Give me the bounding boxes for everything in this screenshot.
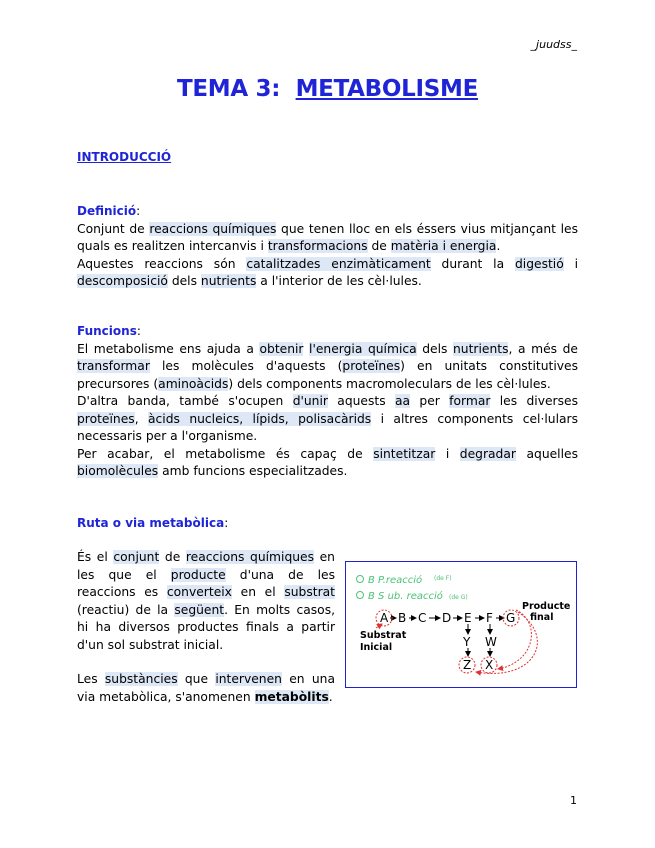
- metabolite-y: Y: [463, 635, 471, 649]
- label-producte: Producte: [522, 601, 571, 612]
- label-inicial: Inicial: [360, 642, 393, 653]
- text-run: de: [367, 239, 391, 253]
- definicio-paragraph-2: [77, 256, 578, 291]
- text-run: i altres components cel·lulars necessaris per a l'organisme.: [77, 411, 578, 443]
- text-run: en el: [231, 585, 285, 599]
- metabolite-z: Z: [463, 658, 472, 672]
- text-run: les molècules d'aquests (: [149, 359, 343, 373]
- text-run: (reactiu) de la: [77, 602, 175, 617]
- text-run: que tenen lloc en els éssers vius mitjançant les quals es realitzen intercanvis i: [77, 221, 578, 253]
- text-run: Per acabar, el metabolisme és capaç de: [77, 446, 374, 461]
- highlighted-term: proteïnes: [342, 359, 401, 373]
- definicio-paragraph-1: [77, 221, 578, 256]
- text-run: Aquestes reaccions són: [77, 256, 247, 271]
- highlighted-term: digestió: [514, 256, 564, 271]
- highlighted-term: converteix: [166, 585, 232, 599]
- title-prefix: TEMA 3:: [176, 76, 281, 102]
- intro-heading: INTRODUCCIÓ: [77, 150, 172, 164]
- funcions-paragraph-1: [77, 341, 578, 394]
- text-run: dels: [167, 274, 201, 288]
- highlighted-term: intervenen: [215, 672, 282, 686]
- text-run: ,: [134, 411, 148, 426]
- highlighted-term: matèria i energia: [390, 239, 497, 253]
- text-run: El metabolisme ens ajuda a: [77, 341, 260, 356]
- text-run: Conjunt de: [77, 221, 150, 236]
- highlighted-term: d'unir: [292, 394, 328, 408]
- metabolite-f: F: [486, 611, 493, 625]
- highlighted-term: reaccions químiques: [185, 550, 315, 564]
- metabolite-g: G: [506, 611, 516, 625]
- highlighted-term: sintetitzar: [373, 446, 436, 461]
- metabolite-c: C: [418, 611, 427, 625]
- highlighted-term: conjunt: [113, 550, 160, 564]
- highlighted-term: descomposició: [77, 274, 168, 288]
- highlighted-term: l'energia química: [309, 341, 417, 356]
- highlighted-term: producte: [170, 567, 226, 582]
- funcions-heading: Funcions:: [77, 324, 141, 338]
- highlighted-term: degradar: [459, 446, 516, 461]
- label-substrat: Substrat: [360, 630, 407, 641]
- text-run: que: [177, 672, 216, 686]
- metabolite-w: W: [485, 635, 497, 649]
- funcions-paragraph-3: [77, 446, 578, 481]
- metabolite-x: X: [485, 658, 494, 672]
- text-run: D'altra banda, també s'ocupen: [77, 394, 293, 408]
- metabolic-pathway-diagram: [345, 561, 577, 688]
- text-run: les diverses: [490, 394, 578, 408]
- text-run: , a més de: [508, 341, 578, 356]
- title-main: METABOLISME: [295, 76, 479, 102]
- text-run: . En molts casos, hi ha diversos productes finals a partir d'un sol substrat inicial.: [77, 602, 336, 652]
- highlighted-term: formar: [449, 394, 491, 408]
- pathway-chain: [380, 611, 515, 625]
- metabolite-a: A: [380, 611, 389, 625]
- text-run: de: [159, 550, 186, 564]
- funcions-paragraph-2: [77, 393, 578, 446]
- highlighted-term: substàncies: [104, 672, 178, 686]
- text-run: Les: [77, 672, 105, 686]
- text-run: aquelles: [515, 446, 578, 461]
- highlighted-term: metabòlits: [254, 689, 329, 704]
- metabolite-d: D: [442, 611, 452, 625]
- highlighted-term: aminoàcids: [158, 376, 229, 391]
- definicio-heading: Definició:: [77, 204, 141, 218]
- ruta-heading: Ruta o via metabòlica:: [77, 516, 229, 530]
- highlighted-term: àcids nucleics, lípids, polisacàrids: [148, 411, 372, 426]
- highlighted-term: transformacions: [267, 239, 368, 253]
- text-run: aquests: [327, 394, 395, 408]
- highlighted-term: nutrients: [453, 341, 509, 356]
- text-run: durant la: [430, 256, 515, 271]
- funcions-section: [77, 323, 578, 481]
- text-run: .: [496, 239, 501, 253]
- highlighted-term: següent: [174, 602, 225, 617]
- highlighted-term: transformar: [77, 359, 150, 373]
- text-run: dels: [416, 341, 454, 356]
- highlighted-term: nutrients: [200, 274, 257, 288]
- ruta-section: [77, 515, 578, 533]
- diagram-note-2-small: (de G): [449, 594, 468, 601]
- text-run: a l'interior de les cèl·lules.: [256, 274, 422, 288]
- definicio-section: [77, 203, 578, 291]
- highlighted-term: catalitzades enzimàticament: [246, 256, 431, 271]
- page-title: [0, 76, 655, 102]
- text-run: en una via metabòlica, s'anomenen: [77, 672, 335, 704]
- pathway-sketch: [346, 562, 575, 686]
- note-bullet-icon: [357, 576, 364, 583]
- diagram-note-1-small: (de F): [434, 575, 452, 582]
- text-run: amb funcions especialitzades.: [158, 464, 348, 478]
- text-run: en les que el: [77, 550, 335, 582]
- text-run: d'una de les reaccions es: [77, 567, 335, 599]
- page-number: 1: [570, 794, 577, 807]
- highlighted-term: substrat: [284, 585, 335, 599]
- highlighted-term: aa: [394, 394, 411, 408]
- pathway-branch: [462, 635, 497, 672]
- text-run: per: [410, 394, 450, 408]
- text-run: És el: [77, 550, 114, 564]
- highlighted-term: obtenir: [259, 341, 304, 356]
- metabolite-b: B: [398, 611, 407, 625]
- highlighted-term: reaccions químiques: [149, 221, 277, 236]
- ruta-paragraph-1: [77, 549, 335, 654]
- text-run: ) dels components macromoleculars de les cèl·lules.: [228, 376, 551, 391]
- text-run: i: [435, 446, 460, 461]
- text-run: i: [563, 256, 579, 271]
- metabolite-e: E: [464, 611, 472, 625]
- note-bullet-icon: [357, 592, 364, 599]
- ruta-text: [77, 549, 335, 706]
- text-run: ) en unitats constitutives precursores (: [77, 359, 578, 391]
- header-user-id: _juudss_: [530, 38, 577, 51]
- label-final: final: [530, 612, 554, 623]
- diagram-note-1: B P.reacció: [368, 575, 423, 586]
- highlighted-term: proteïnes: [77, 411, 135, 426]
- highlighted-term: biomolècules: [77, 464, 159, 478]
- text-run: .: [328, 689, 333, 704]
- ruta-paragraph-2: [77, 671, 335, 706]
- diagram-note-2: B S ub. reacció: [368, 591, 443, 602]
